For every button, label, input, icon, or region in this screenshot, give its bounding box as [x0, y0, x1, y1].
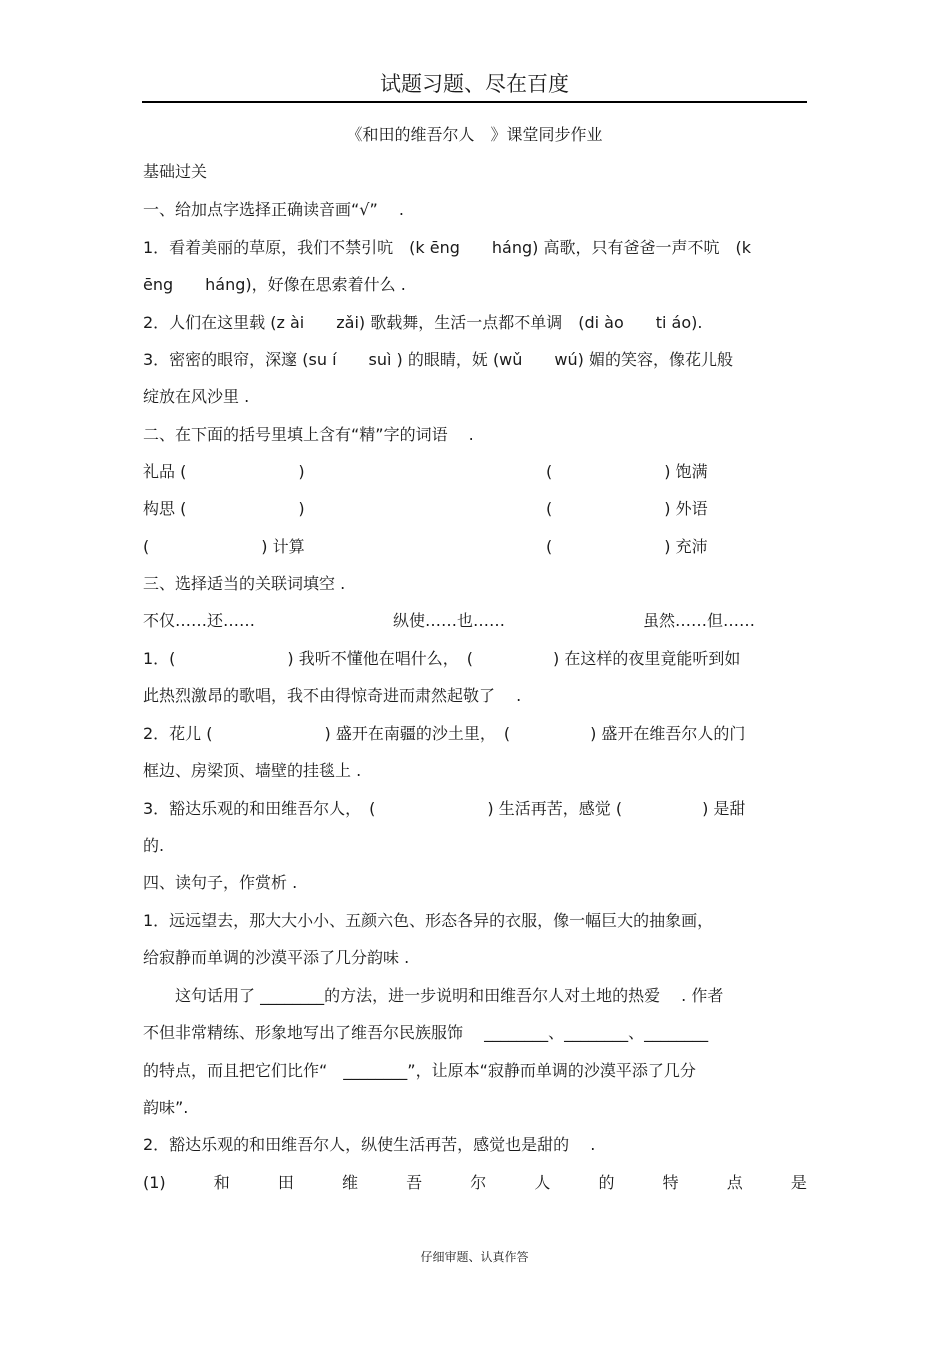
q4-sub1-char: 田 [277, 1173, 294, 1192]
q4-sub1-char: 和 [213, 1173, 230, 1192]
q4-sub1-char: 吾 [406, 1173, 423, 1192]
q3-item3-line1: 3．豁达乐观的和田维吾尔人， ( ) 生活再苦，感觉 ( ) 是甜 [143, 799, 746, 818]
q2-row2-right: ( ) 外语 [546, 499, 708, 518]
page-header-title: 试题习题、尽在百度 [380, 72, 569, 96]
section-basic: 基础过关 [143, 162, 208, 181]
q3-item1-line2: 此热烈激昂的歌唱，我不由得惊奇进而肃然起敬了 . [143, 686, 522, 705]
q2-row1-left: 礼品 ( ) [143, 462, 305, 481]
header-divider [142, 101, 807, 103]
q4-sub1-char: 点 [726, 1173, 743, 1192]
page-footer: 仔细审题、认真作答 [420, 1250, 529, 1264]
q4-sub1-char: 人 [534, 1173, 551, 1192]
q2-heading: 二、在下面的括号里填上含有“精”字的词语 . [143, 425, 474, 444]
q4-sub1-char: 维 [342, 1173, 359, 1192]
q4-sentence1-line2: 给寂静而单调的沙漠平添了几分韵味 . [143, 948, 410, 967]
q4-sub1-char: 特 [662, 1173, 679, 1192]
document-title: 《和田的维吾尔人 》课堂同步作业 [346, 125, 603, 144]
q3-option-2: 纵使……也…… [393, 611, 506, 630]
q2-row3-right: ( ) 充沛 [546, 537, 708, 556]
q1-heading: 一、给加点字选择正确读音画“√” . [143, 200, 404, 219]
q3-item2-line2: 框边、房梁顶、墙壁的挂毯上 . [143, 761, 362, 780]
q1-item2: 2．人们在这里载 (z ài zǎi) 歌载舞，生活一点都不单调 (di ào ti áo). [143, 313, 703, 332]
q3-item1-line1: 1．( ) 我听不懂他在唱什么， ( ) 在这样的夜里竟能听到如 [143, 649, 741, 668]
q3-option-1: 不仅……还…… [143, 611, 256, 630]
q1-item1-line2: ēng háng)，好像在思索着什么 . [143, 275, 406, 294]
q3-heading: 三、选择适当的关联词填空 . [143, 574, 346, 593]
q4-analysis-line2: 不但非常精练、形象地写出了维吾尔民族服饰 ________、________、________ [143, 1023, 709, 1042]
q4-sub1-char: 尔 [470, 1173, 487, 1192]
q1-item3-line2: 绽放在风沙里 . [143, 387, 250, 406]
q1-item1-line1: 1．看着美丽的草原，我们不禁引吭 (k ēng háng) 高歌，只有爸爸一声不吭 (k [143, 238, 751, 257]
q3-option-3: 虽然……但…… [643, 611, 756, 630]
q4-sub1-char: 的 [598, 1173, 615, 1192]
q4-heading: 四、读句子，作赏析 . [143, 873, 298, 892]
q3-item3-line2: 的. [143, 836, 165, 855]
q4-sub1-char: 是 [790, 1173, 807, 1192]
q2-row1-right: ( ) 饱满 [546, 462, 708, 481]
q4-analysis-line1: 这句话用了 ________的方法，进一步说明和田维吾尔人对土地的热爱 . 作者 [143, 986, 724, 1005]
q2-row2-left: 构思 ( ) [143, 499, 305, 518]
q4-analysis-line3: 的特点，而且把它们比作“ ________”，让原本“寂静而单调的沙漠平添了几分 [143, 1061, 696, 1080]
q4-sub1-line [143, 1172, 807, 1194]
q4-sentence2: 2．豁达乐观的和田维吾尔人，纵使生活再苦，感觉也是甜的 . [143, 1135, 596, 1154]
q4-sub1-char: (1) [143, 1173, 166, 1192]
q1-item3-line1: 3．密密的眼帘，深邃 (su í suì ) 的眼睛，妩 (wǔ wú) 媚的笑容，像花儿般 [143, 350, 733, 369]
q4-analysis-line4: 韵味”. [143, 1098, 189, 1117]
q3-item2-line1: 2．花儿 ( ) 盛开在南疆的沙土里， ( ) 盛开在维吾尔人的门 [143, 724, 746, 743]
q4-sentence1-line1: 1．远远望去，那大大小小、五颜六色、形态各异的衣服，像一幅巨大的抽象画， [143, 911, 714, 930]
q2-row3-left: ( ) 计算 [143, 537, 305, 556]
